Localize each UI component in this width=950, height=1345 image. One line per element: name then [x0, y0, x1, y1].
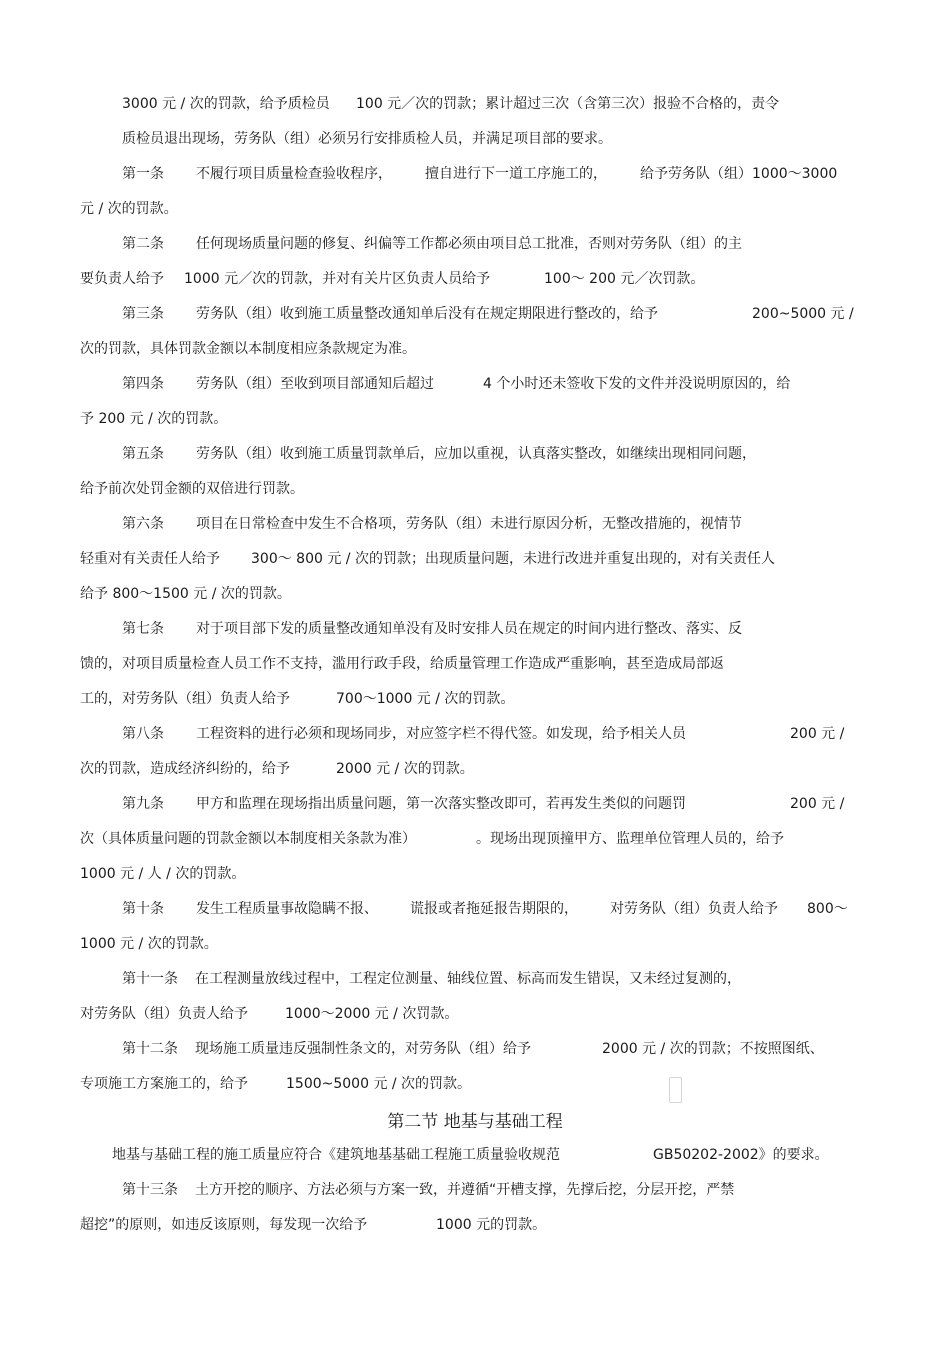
section-line-start: 超挖”的原则，如违反该原则，每发现一次给予: [80, 1217, 368, 1233]
body-line-segment: 100 元／次的罚款；累计超过三次（含第三次）报验不合格的，责令: [356, 96, 780, 112]
section-line-start: 地基与基础工程的施工质量应符合《建筑地基基础工程施工质量验收规范: [112, 1147, 560, 1163]
body-line: [0, 127, 950, 151]
body-line-segment: 任何现场质量问题的修复、纠偏等工作都必须由项目总工批准，否则对劳务队（组）的主: [196, 236, 742, 252]
body-line-start: 第四条: [122, 376, 164, 392]
body-line-start: 要负责人给予: [80, 271, 164, 287]
body-line-segment: 项目在日常检查中发生不合格项，劳务队（组）未进行原因分析，无整改措施的，视情节: [196, 516, 742, 532]
body-line-segment: 1000～2000 元 / 次罚款。: [285, 1006, 459, 1022]
section-line: [0, 1178, 950, 1202]
body-line: [0, 337, 950, 361]
section-line: [0, 1143, 950, 1167]
body-line: [0, 722, 950, 746]
body-line-segment: 700～1000 元 / 次的罚款。: [336, 691, 515, 707]
section-line-segment: GB50202-2002》的要求。: [653, 1147, 829, 1163]
body-line-start: 轻重对有关责任人给予: [80, 551, 220, 567]
body-line: [0, 547, 950, 571]
placeholder-glyph-icon: [669, 1077, 682, 1103]
body-line-segment: 对劳务队（组）负责人给予: [610, 901, 778, 917]
body-line-start: 质检员退出现场，劳务队（组）必须另行安排质检人员，并满足项目部的要求。: [122, 131, 612, 147]
body-line: [0, 1072, 950, 1096]
body-line-segment: 对于项目部下发的质量整改通知单没有及时安排人员在规定的时间内进行整改、落实、反: [196, 621, 742, 637]
body-line-start: 次的罚款，具体罚款金额以本制度相应条款规定为准。: [80, 341, 416, 357]
body-line-start: 第五条: [122, 446, 164, 462]
body-line: [0, 897, 950, 921]
body-line-segment: 800～: [807, 901, 848, 917]
body-line-segment: 谎报或者拖延报告期限的，: [410, 901, 578, 917]
body-line-start: 第九条: [122, 796, 164, 812]
body-line-segment: 200 元 /: [790, 726, 845, 742]
body-line: [0, 1002, 950, 1026]
section-line-segment: 1000 元的罚款。: [436, 1217, 547, 1233]
body-line-start: 第十二条: [122, 1041, 178, 1057]
body-line-start: 工的，对劳务队（组）负责人给予: [80, 691, 290, 707]
body-line: [0, 862, 950, 886]
body-line: [0, 302, 950, 326]
body-line: [0, 442, 950, 466]
body-line-start: 元 / 次的罚款。: [80, 201, 178, 217]
body-line: [0, 617, 950, 641]
body-line-segment: 2000 元 / 次的罚款。: [336, 761, 474, 777]
body-line-start: 第十条: [122, 901, 164, 917]
body-line-segment: 。现场出现顶撞甲方、监理单位管理人员的，给予: [476, 831, 784, 847]
body-line-segment: 劳务队（组）收到施工质量整改通知单后没有在规定期限进行整改的，给予: [196, 306, 658, 322]
body-line: [0, 477, 950, 501]
body-line-start: 给予前次处罚金额的双倍进行罚款。: [80, 481, 304, 497]
body-line: [0, 652, 950, 676]
body-line-start: 专项施工方案施工的，给予: [80, 1076, 248, 1092]
body-line-start: 予 200 元 / 次的罚款。: [80, 411, 228, 427]
body-line-segment: 发生工程质量事故隐瞒不报、: [196, 901, 378, 917]
body-line: [0, 232, 950, 256]
body-line-start: 第八条: [122, 726, 164, 742]
body-line: [0, 197, 950, 221]
section-line-segment: 土方开挖的顺序、方法必须与方案一致，并遵循“开槽支撑，先撑后挖，分层开挖，严禁: [195, 1182, 735, 1198]
body-line-start: 1000 元 / 人 / 次的罚款。: [80, 866, 246, 882]
body-line-start: 第六条: [122, 516, 164, 532]
body-line: [0, 827, 950, 851]
body-line-segment: 200 元 /: [790, 796, 845, 812]
body-line-start: 第一条: [122, 166, 164, 182]
body-line-segment: 300～ 800 元 / 次的罚款；出现质量问题，未进行改进并重复出现的，对有关责任人: [251, 551, 775, 567]
body-line-start: 对劳务队（组）负责人给予: [80, 1006, 248, 1022]
body-line-start: 第七条: [122, 621, 164, 637]
body-line-segment: 甲方和监理在现场指出质量问题，第一次落实整改即可，若再发生类似的问题罚: [196, 796, 686, 812]
body-line-segment: 2000 元 / 次的罚款；不按照图纸、: [602, 1041, 824, 1057]
body-line: [0, 407, 950, 431]
body-line: [0, 92, 950, 116]
section-line-start: 第十三条: [122, 1182, 178, 1198]
body-line: [0, 687, 950, 711]
body-line-segment: 劳务队（组）至收到项目部通知后超过: [196, 376, 434, 392]
section-title: 第二节 地基与基础工程: [387, 1112, 563, 1132]
body-line-segment: 200~5000 元 /: [752, 306, 854, 322]
body-line-segment: 擅自进行下一道工序施工的，: [425, 166, 607, 182]
body-line-start: 1000 元 / 次的罚款。: [80, 936, 218, 952]
body-line: [0, 1037, 950, 1061]
body-line: [0, 372, 950, 396]
body-line-segment: 劳务队（组）收到施工质量罚款单后，应加以重视，认真落实整改，如继续出现相同问题，: [196, 446, 756, 462]
body-line: [0, 967, 950, 991]
body-line: [0, 582, 950, 606]
body-line-start: 第三条: [122, 306, 164, 322]
body-line-segment: 不履行项目质量检查验收程序，: [196, 166, 392, 182]
body-line-start: 3000 元 / 次的罚款，给予质检员: [122, 96, 330, 112]
body-line-segment: 100～ 200 元／次罚款。: [544, 271, 705, 287]
body-line: [0, 512, 950, 536]
body-line-start: 次的罚款，造成经济纠纷的，给予: [80, 761, 290, 777]
body-line: [0, 792, 950, 816]
body-line: [0, 267, 950, 291]
body-line: [0, 162, 950, 186]
body-line-start: 给予 800～1500 元 / 次的罚款。: [80, 586, 291, 602]
body-line-segment: 在工程测量放线过程中，工程定位测量、轴线位置、标高而发生错误，又未经过复测的，: [195, 971, 741, 987]
body-line: [0, 757, 950, 781]
body-line-segment: 给予劳务队（组）1000～3000: [640, 166, 838, 182]
body-line-segment: 1000 元／次的罚款，并对有关片区负责人员给予: [184, 271, 491, 287]
body-line-segment: 1500~5000 元 / 次的罚款。: [286, 1076, 472, 1092]
body-line-start: 第十一条: [122, 971, 178, 987]
body-line-start: 第二条: [122, 236, 164, 252]
section-line: [0, 1213, 950, 1237]
body-line-start: 馈的，对项目质量检查人员工作不支持，滥用行政手段，给质量管理工作造成严重影响，甚至造成局部返: [80, 656, 724, 672]
body-line-segment: 现场施工质量违反强制性条文的，对劳务队（组）给予: [195, 1041, 531, 1057]
body-line-segment: 工程资料的进行必须和现场同步，对应签字栏不得代签。如发现，给予相关人员: [196, 726, 686, 742]
body-line-segment: 4 个小时还未签收下发的文件并没说明原因的，给: [483, 376, 791, 392]
body-line: [0, 932, 950, 956]
body-line-start: 次（具体质量问题的罚款金额以本制度相关条款为准）: [80, 831, 416, 847]
